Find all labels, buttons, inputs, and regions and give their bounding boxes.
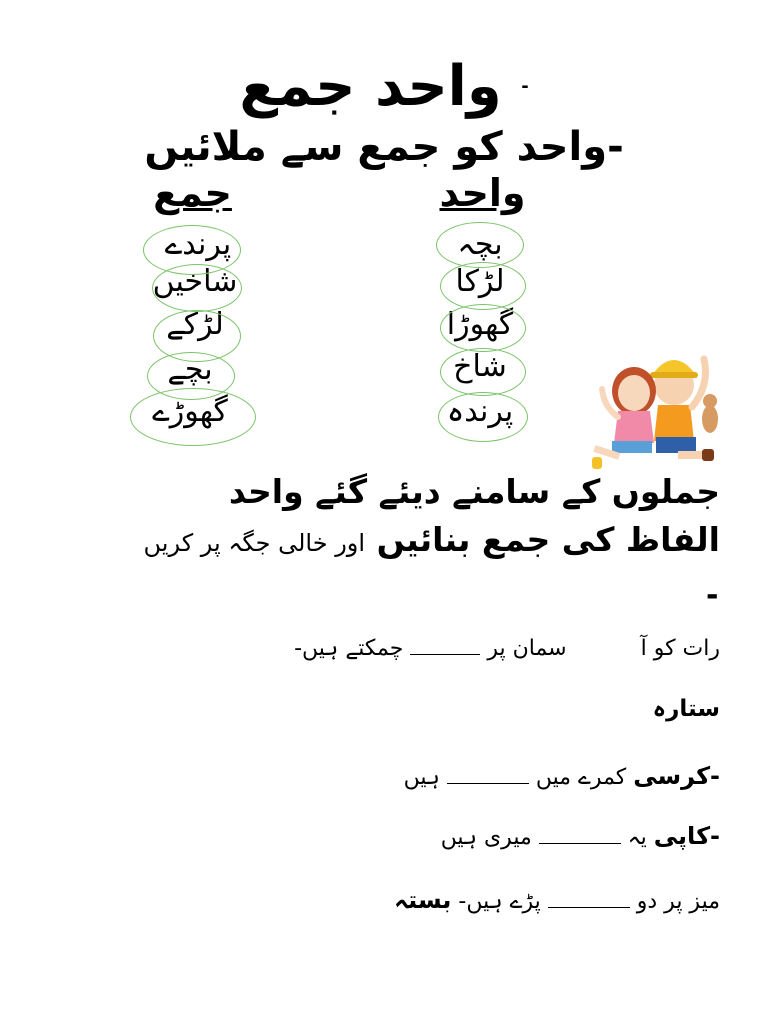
plural-word-4: بچے xyxy=(167,352,213,387)
plural-header: جمع xyxy=(153,171,232,215)
sentence-2 xyxy=(404,760,720,794)
sentence-4-part-a: میز پر دو xyxy=(636,889,720,914)
sentence-1-part-a: رات کو آ xyxy=(640,636,720,661)
title-text: واحد جمع xyxy=(239,54,502,119)
sentence-3-part-a: یہ xyxy=(627,825,647,850)
singular-word-1: بچہ xyxy=(457,227,503,262)
children-illustration xyxy=(592,345,722,475)
sentence-3 xyxy=(441,820,720,854)
plural-ring-5 xyxy=(130,388,256,446)
singular-word-2: لڑکا xyxy=(455,264,505,299)
sentence-1 xyxy=(294,633,720,665)
instruction-bold: الفاظ کی جمع بنائیں xyxy=(376,520,720,559)
singular-word-3: گھوڑا xyxy=(446,307,514,342)
sentence-2-word: -کرسی xyxy=(633,762,720,790)
title-mark: - xyxy=(521,76,529,97)
sentence-3-part-b: میری ہیں xyxy=(440,825,532,850)
plural-word-2: شاخیں xyxy=(152,264,238,299)
sentence-4 xyxy=(394,884,720,918)
sentence-4-part-b: پڑے ہیں- xyxy=(458,889,541,914)
instruction-line-1: جملوں کے سامنے دیئے گئے واحد xyxy=(228,472,720,511)
subtitle: -واحد کو جمع سے ملائیں xyxy=(144,124,624,170)
sentence-4-word: بستہ xyxy=(394,886,452,914)
sentence-2-blank[interactable] xyxy=(447,783,529,784)
sentence-1-word: ستارہ xyxy=(652,696,720,722)
sentence-3-blank[interactable] xyxy=(539,843,621,844)
instruction-normal: اور خالی جگہ پر کریں xyxy=(143,529,366,557)
singular-word-5: پرندہ xyxy=(446,394,514,429)
singular-ring-2 xyxy=(440,262,526,310)
sentence-3-word: -کاپی xyxy=(653,822,720,850)
singular-ring-4 xyxy=(440,348,526,396)
plural-word-5: گھوڑے xyxy=(152,394,228,429)
singular-ring-5 xyxy=(438,392,528,442)
plural-word-1: پرندے xyxy=(164,227,232,262)
singular-header: واحد xyxy=(439,171,526,215)
sentence-4-blank[interactable] xyxy=(548,907,630,908)
sentence-2-part-a: کمرے میں xyxy=(535,765,627,790)
singular-word-4: شاخ xyxy=(453,349,507,384)
singular-ring-3 xyxy=(440,304,526,352)
page-title xyxy=(0,52,768,122)
instruction-dash: - xyxy=(706,578,719,613)
plural-word-3: لڑکے xyxy=(166,307,224,342)
sentence-1-part-b: سمان پر xyxy=(487,636,567,661)
sentence-1-blank[interactable] xyxy=(410,654,480,655)
plural-ring-2 xyxy=(152,264,242,312)
instruction-line-2 xyxy=(144,518,720,565)
sentence-2-part-b: ہیں xyxy=(403,765,440,790)
sentence-1-part-c: چمکتے ہیں- xyxy=(294,636,404,661)
